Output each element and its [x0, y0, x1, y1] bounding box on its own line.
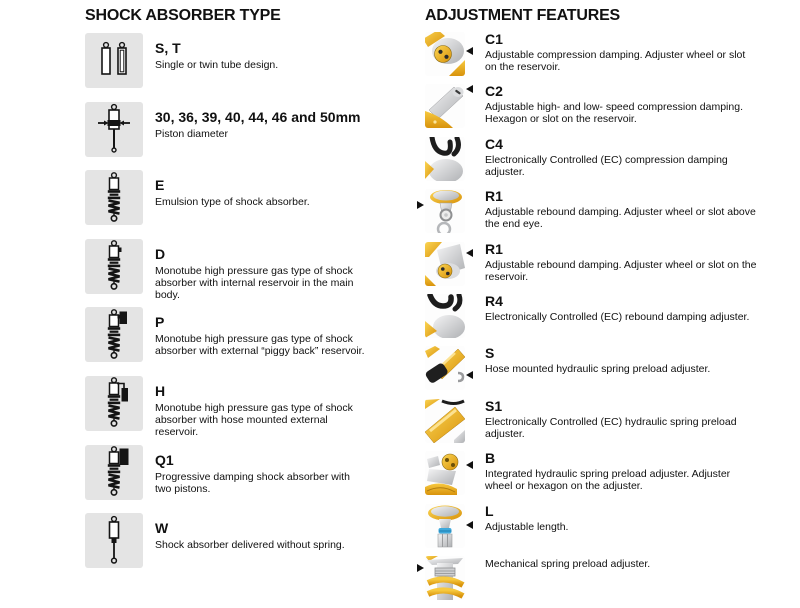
- adjustment-description: Integrated hydraulic spring preload adjuster. Adjuster wheel or hexagon on the adjuster.: [485, 468, 731, 493]
- shock-type-row-q1: [85, 445, 420, 514]
- shock-type-rows: [85, 33, 420, 582]
- monotube-piggyback-reservoir-icon: [97, 309, 131, 361]
- adjustment-description: Adjustable rebound damping. Adjuster wheel or slot on the reservoir.: [485, 258, 757, 283]
- photo-thumbnail: [425, 346, 465, 390]
- pointer-arrow-left-icon: [466, 521, 473, 529]
- pointer-arrow-left-icon: [466, 47, 473, 55]
- photo-thumbnail: [425, 399, 465, 443]
- adjustment-row-r1-end-eye: [425, 189, 797, 241]
- shock-type-row-st: [85, 33, 420, 102]
- adjustable-length-photo: [425, 504, 465, 548]
- shock-type-row-e: [85, 170, 420, 239]
- adjustment-description: Electronically Controlled (EC) rebound damping adjuster.: [485, 310, 750, 323]
- shock-type-code: S, T: [155, 40, 181, 56]
- adjustment-code: B: [485, 450, 496, 467]
- shock-type-row-diameter: [85, 102, 420, 171]
- shock-type-description: Emulsion type of shock absorber.: [155, 196, 310, 209]
- photo-thumbnail: [425, 504, 465, 548]
- shock-type-description: Monotube high pressure gas type of shock absorber with internal reservoir in the main body.: [155, 264, 354, 301]
- shock-type-code: D: [155, 245, 166, 262]
- single-twin-tube-icon: [97, 35, 131, 87]
- adjustment-row-l: [425, 504, 797, 556]
- shock-type-description: Single or twin tube design.: [155, 59, 279, 71]
- adjustment-rows: [425, 32, 797, 608]
- progressive-two-pistons-icon: [97, 446, 131, 498]
- photo-thumbnail: [425, 451, 465, 495]
- adjustment-code: S: [485, 345, 495, 362]
- shock-type-row-d: [85, 239, 420, 308]
- ec-hydraulic-preload-adjuster-photo: [425, 399, 465, 443]
- shock-absorber-type-section: [85, 6, 420, 582]
- photo-thumbnail: [425, 556, 465, 600]
- photo-thumbnail: [425, 32, 465, 76]
- hose-mounted-preload-adjuster-photo: [425, 346, 465, 390]
- pointer-arrow-right-icon: [417, 564, 424, 572]
- ec-compression-adjuster-photo: [425, 137, 465, 181]
- shock-type-code: Q1: [155, 451, 174, 468]
- photo-thumbnail: [425, 84, 465, 128]
- adjustment-description: Electronically Controlled (EC) hydraulic spring preload adjuster.: [485, 415, 737, 440]
- adjustment-row-b: [425, 451, 797, 503]
- adjustment-row-c4: [425, 137, 797, 189]
- adjustment-code: R4: [485, 292, 503, 309]
- adjustment-row-r4: [425, 294, 797, 346]
- shock-type-code: P: [155, 314, 165, 331]
- pointer-arrow-left-icon: [466, 371, 473, 379]
- adjustment-code: R1: [485, 188, 503, 205]
- without-spring-icon: [97, 515, 131, 567]
- mechanical-preload-adjuster-photo: [425, 556, 465, 600]
- adjustment-row-s1: [425, 399, 797, 451]
- adjustment-code: S1: [485, 397, 503, 414]
- adjustment-features-section: [425, 6, 797, 608]
- adjustment-code: C4: [485, 135, 503, 152]
- adjustment-code: C1: [485, 31, 503, 47]
- shock-type-row-w: [85, 513, 420, 582]
- monotube-internal-reservoir-icon: [97, 240, 131, 292]
- adjustment-code: L: [485, 502, 494, 519]
- integrated-preload-adjuster-photo: [425, 451, 465, 495]
- photo-thumbnail: [425, 189, 465, 233]
- adjustment-description: Adjustable rebound damping. Adjuster wheel or slot above the end eye.: [485, 206, 756, 231]
- adjustment-code: C2: [485, 83, 503, 100]
- compression-hexagon-reservoir-photo: [425, 84, 465, 128]
- icon-box: [85, 513, 143, 568]
- piston-diameter-icon: [97, 103, 131, 155]
- icon-box: [85, 445, 143, 500]
- icon-box: [85, 33, 143, 88]
- icon-box: [85, 376, 143, 431]
- photo-thumbnail: [425, 242, 465, 286]
- emulsion-shock-icon: [97, 172, 131, 224]
- shock-type-description: Piston diameter: [155, 127, 228, 140]
- photo-thumbnail: [425, 137, 465, 181]
- rebound-adjuster-end-eye-photo: [425, 189, 465, 233]
- compression-adjuster-wheel-photo: [425, 32, 465, 76]
- shock-type-description: Monotube high pressure gas type of shock absorber with external “piggy back” reservoir.: [155, 333, 365, 358]
- shock-type-description: Monotube high pressure gas type of shock absorber with hose mounted external reservoir.: [155, 401, 353, 438]
- shock-type-code: W: [155, 520, 169, 537]
- adjustment-row-s: [425, 346, 797, 398]
- icon-box: [85, 239, 143, 294]
- adjustment-description: Hose mounted hydraulic spring preload adjuster.: [485, 363, 711, 376]
- pointer-arrow-left-icon: [466, 249, 473, 257]
- shock-type-description: Shock absorber delivered without spring.: [155, 539, 345, 552]
- adjustment-description: Mechanical spring preload adjuster.: [485, 557, 651, 570]
- adjustment-description: Electronically Controlled (EC) compression damping adjuster.: [485, 153, 728, 178]
- shock-type-code: 30, 36, 39, 40, 44, 46 and 50mm: [155, 108, 361, 125]
- adjustment-row-c2: [425, 84, 797, 136]
- photo-thumbnail: [425, 294, 465, 338]
- pointer-arrow-right-icon: [417, 201, 424, 209]
- adjustment-description: Adjustable compression damping. Adjuster wheel or slot on the reservoir.: [485, 49, 746, 73]
- adjustment-row-c1: [425, 32, 797, 84]
- adjustment-section-title: ADJUSTMENT FEATURES: [425, 7, 621, 24]
- icon-box: [85, 170, 143, 225]
- shock-type-row-h: [85, 376, 420, 445]
- shock-type-section-title: SHOCK ABSORBER TYPE: [85, 7, 281, 24]
- adjustment-description: Adjustable length.: [485, 520, 569, 533]
- adjustment-row-mechanical: [425, 556, 797, 608]
- icon-box: [85, 102, 143, 157]
- adjustment-description: Adjustable high- and low- speed compression damping. Hexagon or slot on the reservoir.: [485, 101, 743, 126]
- ec-rebound-adjuster-photo: [425, 294, 465, 338]
- rebound-adjuster-reservoir-photo: [425, 242, 465, 286]
- shock-type-description: Progressive damping shock absorber with two pistons.: [155, 470, 350, 495]
- pointer-arrow-left-icon: [466, 461, 473, 469]
- adjustment-code: R1: [485, 240, 503, 257]
- icon-box: [85, 307, 143, 362]
- monotube-hose-reservoir-icon: [97, 377, 131, 429]
- shock-type-code: E: [155, 177, 165, 194]
- pointer-arrow-left-icon: [466, 85, 473, 93]
- adjustment-row-r1-reservoir: [425, 242, 797, 294]
- shock-type-row-p: [85, 307, 420, 376]
- shock-type-code: H: [155, 382, 166, 399]
